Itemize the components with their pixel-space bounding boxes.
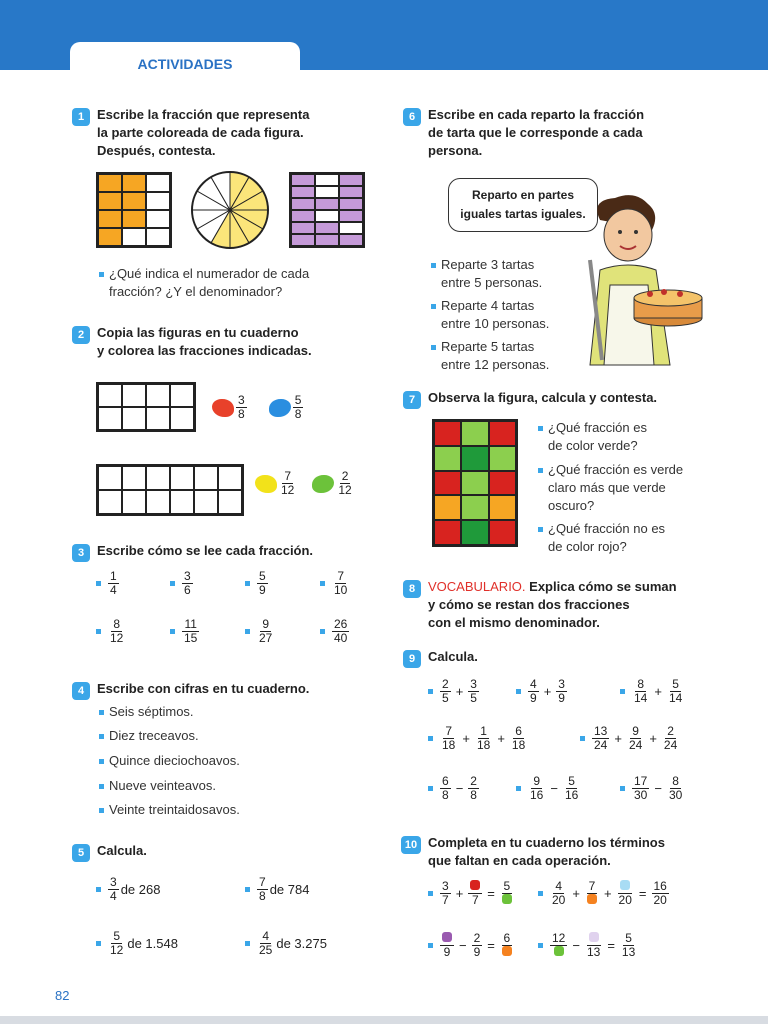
q3-fraction: $\frac{8}{12}$ xyxy=(96,618,127,645)
q9-operation: $\frac{8}{14}$ + $\frac{5}{14}$ xyxy=(620,678,686,705)
q5-item-3: $\frac{5}{12}$ de 1.548 xyxy=(96,930,178,957)
grid-cell xyxy=(339,186,363,198)
grid-cell xyxy=(146,490,170,514)
purple-blank-icon xyxy=(442,932,452,942)
fraction-2-12: $\frac{2}{12}$ xyxy=(338,469,352,497)
grid-cell xyxy=(122,384,146,407)
grid-cell xyxy=(170,407,194,430)
grid-cell xyxy=(461,421,488,446)
grid-cell xyxy=(146,192,170,210)
orange-blank-icon xyxy=(587,894,597,904)
fraction-grid-orange xyxy=(96,172,172,248)
question-number-3: 3 xyxy=(72,544,90,562)
q9-operation: $\frac{17}{30}$ − $\frac{8}{30}$ xyxy=(620,775,686,802)
orange-blank-icon xyxy=(502,946,512,956)
grid-cell xyxy=(122,210,146,228)
q3-fraction: $\frac{7}{10}$ xyxy=(320,570,351,597)
bottom-bar xyxy=(0,1016,768,1024)
grid-cell xyxy=(461,495,488,520)
color-fraction-row-1 xyxy=(212,394,305,421)
colored-grid-figure xyxy=(432,419,518,547)
q7-item-3: ¿Qué fracción no es de color rojo? xyxy=(548,521,666,554)
grid-cell xyxy=(98,174,122,192)
grid-cell xyxy=(339,174,363,186)
q5-item-2: $\frac{7}{8}$ de 784 xyxy=(245,876,309,903)
q7-item-1: ¿Qué fracción es de color verde? xyxy=(548,420,647,453)
yellow-paint-blob-icon xyxy=(255,475,277,493)
q3-fraction: $\frac{26}{40}$ xyxy=(320,618,351,645)
woman-with-cake-illustration xyxy=(560,190,720,370)
grid-cell xyxy=(122,490,146,514)
question-number-7: 7 xyxy=(403,391,421,409)
q5-item-4: $\frac{4}{25}$ de 3.275 xyxy=(245,930,327,957)
question-number-4: 4 xyxy=(72,682,90,700)
empty-grid-8 xyxy=(96,382,196,432)
blue-paint-blob-icon xyxy=(269,399,291,417)
lavender-blank-icon xyxy=(589,932,599,942)
grid-cell xyxy=(339,222,363,234)
q3-fraction: $\frac{9}{27}$ xyxy=(245,618,276,645)
grid-cell xyxy=(315,186,339,198)
q10-op-3: 9 − $\frac{2}{9}$ = 6 xyxy=(428,932,516,959)
red-blank-icon xyxy=(470,880,480,890)
question-3-title: Escribe cómo se lee cada fracción. xyxy=(97,543,314,558)
q9-operation: $\frac{2}{5}$ + $\frac{3}{5}$ xyxy=(428,678,481,705)
fraction-circle-yellow xyxy=(190,170,270,250)
question-1-title: Escribe la fracción que representa la parte coloreada de cada figura. Después, contesta. xyxy=(97,107,310,158)
grid-cell xyxy=(98,466,122,490)
question-number-9: 9 xyxy=(403,650,421,668)
q9-operation: $\frac{4}{9}$ + $\frac{3}{9}$ xyxy=(516,678,569,705)
grid-cell xyxy=(489,421,516,446)
fraction-3-8: $\frac{3}{8}$ xyxy=(238,393,245,421)
green-blank-icon xyxy=(554,946,564,956)
q10-op-1: $\frac{3}{7}$ + 7 = 5 xyxy=(428,880,516,907)
grid-cell xyxy=(122,192,146,210)
grid-cell xyxy=(122,174,146,192)
q3-fraction: $\frac{3}{6}$ xyxy=(170,570,195,597)
question-number-2: 2 xyxy=(72,326,90,344)
grid-cell xyxy=(98,384,122,407)
grid-cell xyxy=(339,234,363,246)
grid-cell xyxy=(291,222,315,234)
question-number-5: 5 xyxy=(72,844,90,862)
red-paint-blob-icon xyxy=(212,399,234,417)
grid-cell xyxy=(98,210,122,228)
empty-grid-12 xyxy=(96,464,244,516)
grid-cell xyxy=(291,186,315,198)
grid-cell xyxy=(98,192,122,210)
grid-cell xyxy=(339,210,363,222)
q4-item-1: Seis séptimos. xyxy=(109,704,194,719)
grid-cell xyxy=(98,490,122,514)
grid-cell xyxy=(122,228,146,246)
question-2-title: Copia las figuras en tu cuaderno y colorea las fracciones indicadas. xyxy=(97,325,312,358)
grid-cell xyxy=(434,421,461,446)
grid-cell xyxy=(339,198,363,210)
q10-op-4: 12 − 13 = $\frac{5}{13}$ xyxy=(538,932,639,959)
grid-cell xyxy=(461,471,488,496)
fraction-5-8: $\frac{5}{8}$ xyxy=(294,393,302,421)
page-number: 82 xyxy=(55,988,70,1003)
grid-cell xyxy=(194,466,218,490)
question-number-6: 6 xyxy=(403,108,421,126)
fraction-7-12: $\frac{7}{12}$ xyxy=(281,469,295,497)
grid-cell xyxy=(291,234,315,246)
q7-item-2: ¿Qué fracción es verde claro más que verde oscuro? xyxy=(548,462,684,513)
q3-fraction: $\frac{1}{4}$ xyxy=(96,570,121,597)
green-paint-blob-icon xyxy=(312,475,334,493)
question-7-title: Observa la figura, calcula y contesta. xyxy=(428,390,658,405)
grid-cell xyxy=(146,466,170,490)
q6-item-1: Reparte 3 tartas entre 5 personas. xyxy=(441,257,543,290)
q4-item-4: Nueve veinteavos. xyxy=(109,778,216,793)
question-4-title: Escribe con cifras en tu cuaderno. xyxy=(97,681,310,696)
grid-cell xyxy=(146,210,170,228)
grid-cell xyxy=(98,228,122,246)
grid-cell xyxy=(434,446,461,471)
question-5-title: Calcula. xyxy=(97,843,147,858)
q9-operation: $\frac{7}{18}$ + $\frac{1}{18}$ + $\frac{6}{18}$ xyxy=(428,725,529,752)
grid-cell xyxy=(146,407,170,430)
grid-cell xyxy=(170,384,194,407)
grid-cell xyxy=(194,490,218,514)
grid-cell xyxy=(291,174,315,186)
grid-cell xyxy=(146,384,170,407)
q4-item-5: Veinte treintaidosavos. xyxy=(109,802,240,817)
grid-cell xyxy=(489,446,516,471)
q5-item-1: $\frac{3}{4}$ de 268 xyxy=(96,876,160,903)
grid-cell xyxy=(434,471,461,496)
grid-cell xyxy=(218,466,242,490)
grid-cell xyxy=(489,495,516,520)
grid-cell xyxy=(489,471,516,496)
grid-cell xyxy=(461,520,488,545)
grid-cell xyxy=(146,174,170,192)
grid-cell xyxy=(434,495,461,520)
green-blank-icon xyxy=(502,894,512,904)
light-blue-blank-icon xyxy=(620,880,630,890)
q9-operation: $\frac{13}{24}$ + $\frac{9}{24}$ + $\frac{2}{24}$ xyxy=(580,725,681,752)
grid-cell xyxy=(146,228,170,246)
question-number-8: 8 xyxy=(403,580,421,598)
question-9-title: Calcula. xyxy=(428,649,478,664)
section-title: ACTIVIDADES xyxy=(137,56,233,72)
q6-item-2: Reparte 4 tartas entre 10 personas. xyxy=(441,298,550,331)
q4-item-2: Diez treceavos. xyxy=(109,728,199,743)
section-tab xyxy=(70,42,300,84)
grid-cell xyxy=(315,222,339,234)
q6-item-3: Reparte 5 tartas entre 12 personas. xyxy=(441,339,550,372)
question-8-title: VOCABULARIO. Explica cómo se suman y cómo se restan dos fracciones con el mismo denominador. xyxy=(428,579,677,630)
grid-cell xyxy=(315,174,339,186)
grid-cell xyxy=(122,466,146,490)
q3-fraction: $\frac{5}{9}$ xyxy=(245,570,270,597)
grid-cell xyxy=(98,407,122,430)
question-6-title: Escribe en cada reparto la fracción de tarta que le corresponde a cada persona. xyxy=(428,107,645,158)
question-10-title: Completa en tu cuaderno los términos que faltan en cada operación. xyxy=(428,835,665,868)
fraction-grid-purple xyxy=(289,172,365,248)
grid-cell xyxy=(218,490,242,514)
color-fraction-row-2 xyxy=(255,470,356,497)
grid-cell xyxy=(315,198,339,210)
speech-bubble: Reparto en partes iguales tartas iguales. xyxy=(448,178,598,232)
grid-cell xyxy=(315,210,339,222)
q10-op-2: $\frac{4}{20}$ + 7 + 20 = $\frac{16}{20}$ xyxy=(538,880,671,907)
grid-cell xyxy=(170,490,194,514)
question-number-10: 10 xyxy=(401,836,421,854)
grid-cell xyxy=(291,210,315,222)
grid-cell xyxy=(461,446,488,471)
grid-cell xyxy=(122,407,146,430)
grid-cell xyxy=(291,198,315,210)
question-number-1: 1 xyxy=(72,108,90,126)
grid-cell xyxy=(170,466,194,490)
grid-cell xyxy=(434,520,461,545)
q3-fraction: $\frac{11}{15}$ xyxy=(170,618,201,645)
q9-operation: $\frac{6}{8}$ − $\frac{2}{8}$ xyxy=(428,775,481,802)
question-1-bullet: ¿Qué indica el numerador de cada fracción? ¿Y el denominador? xyxy=(109,266,310,299)
q9-operation: $\frac{9}{16}$ − $\frac{5}{16}$ xyxy=(516,775,582,802)
grid-cell xyxy=(489,520,516,545)
q4-item-3: Quince dieciochoavos. xyxy=(109,753,240,768)
grid-cell xyxy=(315,234,339,246)
